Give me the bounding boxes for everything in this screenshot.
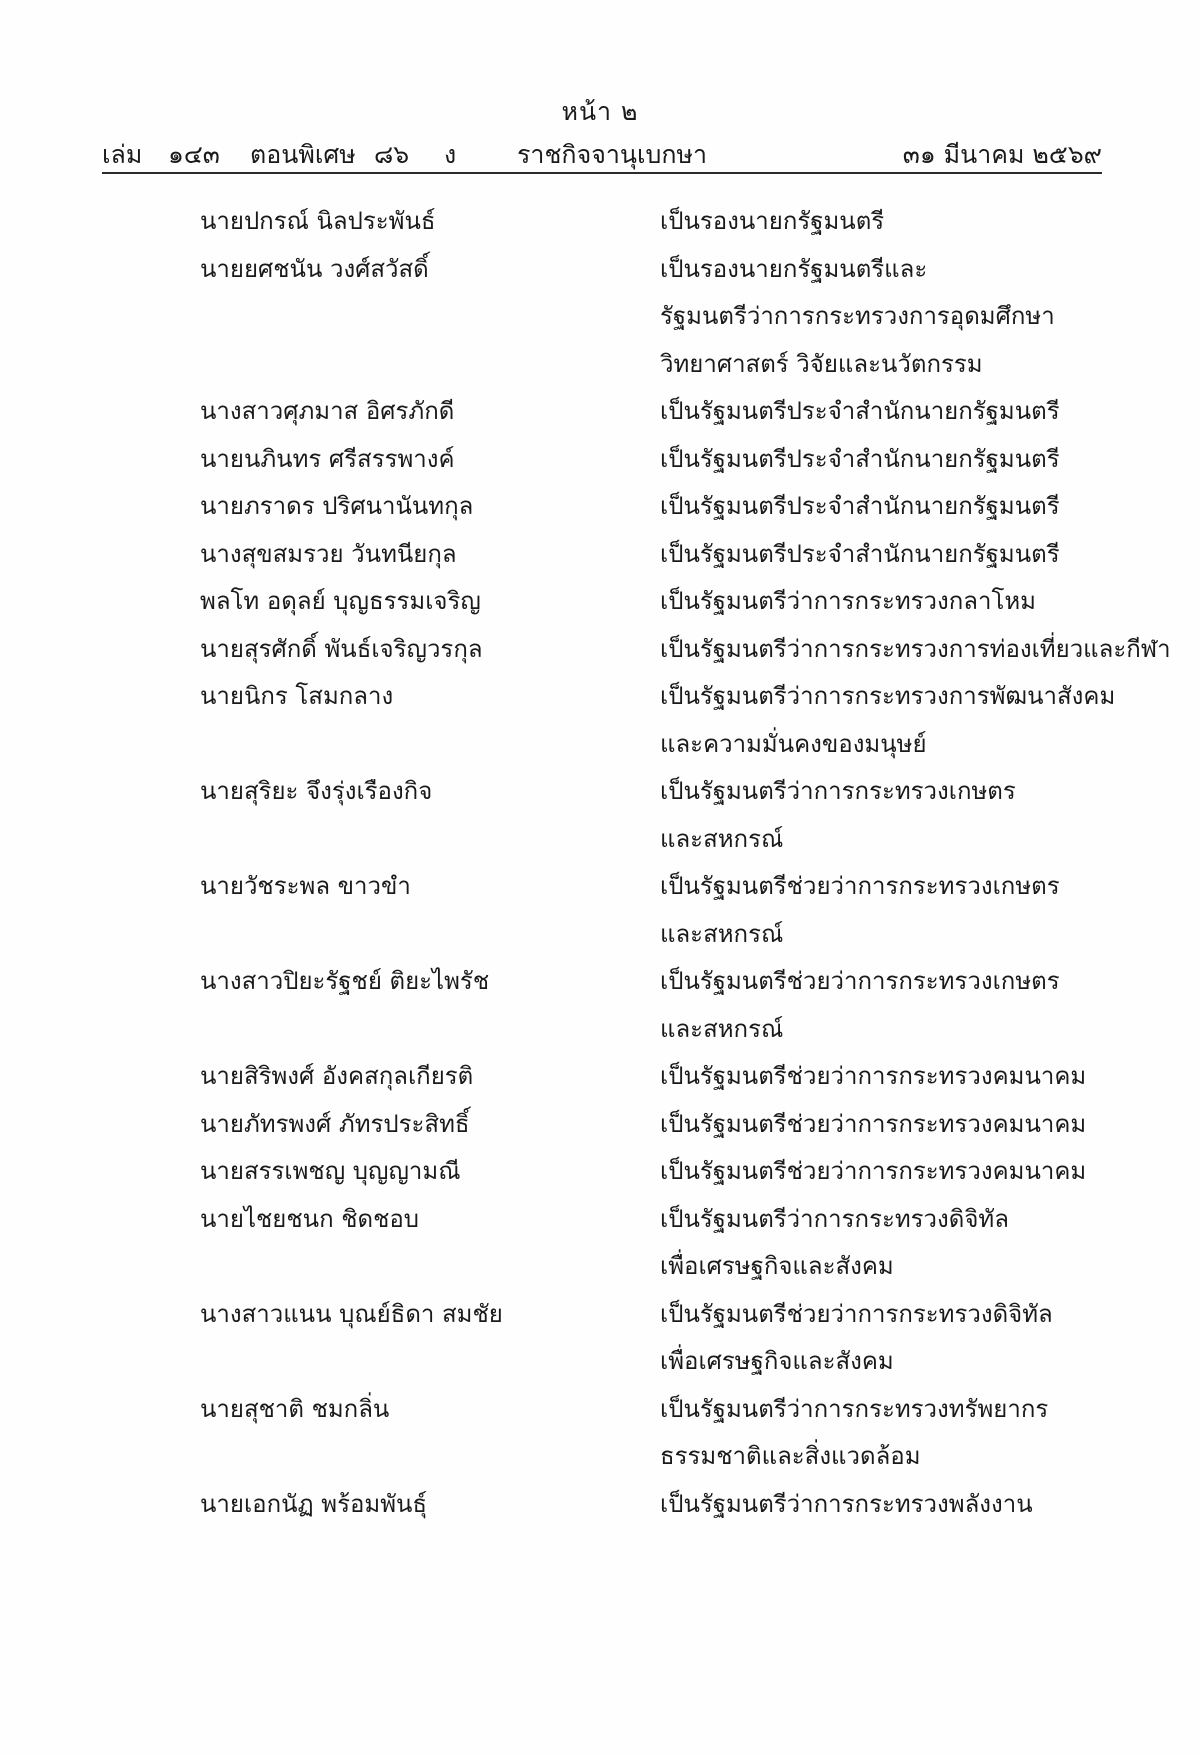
appointed-position	[660, 863, 1120, 958]
appointee-name: นางสาวศุภมาส อิศรภักดี	[200, 397, 455, 425]
appointment-row	[0, 1101, 1200, 1149]
position-line: เป็นรัฐมนตรีประจำสำนักนายกรัฐมนตรี	[660, 492, 1060, 520]
appointment-row	[0, 198, 1200, 246]
appointment-row	[0, 673, 1200, 768]
position-line: เป็นรัฐมนตรีว่าการกระทรวงการพัฒนาสังคม	[660, 682, 1116, 710]
appointment-row	[0, 1196, 1200, 1291]
position-line: เพื่อเศรษฐกิจและสังคม	[660, 1252, 894, 1280]
position-line: เป็นรัฐมนตรีประจำสำนักนายกรัฐมนตรี	[660, 539, 1060, 568]
position-line: เป็นรัฐมนตรีประจำสำนักนายกรัฐมนตรี	[660, 444, 1060, 473]
appointment-row	[0, 1386, 1200, 1481]
position-line: เป็นรัฐมนตรีช่วยว่าการกระทรวงเกษตร	[660, 872, 1060, 900]
position-line: และสหกรณ์	[660, 919, 784, 948]
position-line: เป็นรัฐมนตรีช่วยว่าการกระทรวงคมนาคม	[660, 1062, 1087, 1090]
appointed-position	[660, 1291, 1120, 1386]
appointed-position	[660, 1101, 1120, 1149]
position-line: และสหกรณ์	[660, 1014, 784, 1043]
appointed-position	[660, 1386, 1120, 1481]
position-line: เพื่อเศรษฐกิจและสังคม	[660, 1347, 894, 1375]
appointed-position	[660, 958, 1120, 1053]
appointment-row	[0, 388, 1200, 436]
position-line: เป็นรัฐมนตรีช่วยว่าการกระทรวงดิจิทัล	[660, 1299, 1053, 1328]
appointment-row	[0, 436, 1200, 484]
position-line: และความมั่นคงของมนุษย์	[660, 729, 927, 758]
appointee-name: นายปกรณ์ นิลประพันธ์	[200, 207, 436, 235]
appointee-name: พลโท อดุลย์ บุญธรรมเจริญ	[200, 587, 481, 615]
appointed-position	[660, 436, 1120, 484]
appointment-row	[0, 958, 1200, 1053]
appointed-position	[660, 531, 1120, 579]
position-line: เป็นรัฐมนตรีว่าการกระทรวงทรัพยากร	[660, 1394, 1049, 1423]
position-line: รัฐมนตรีว่าการกระทรวงการอุดมศึกษา	[660, 302, 1055, 330]
appointment-row	[0, 1291, 1200, 1386]
appointee-name: นายนิกร โสมกลาง	[200, 682, 394, 710]
appointment-row	[0, 863, 1200, 958]
issue-label: ตอนพิเศษ	[250, 140, 356, 169]
appointee-name: นางสาวแนน บุณย์ธิดา สมชัย	[200, 1299, 503, 1328]
position-line: เป็นรองนายกรัฐมนตรี	[660, 207, 885, 235]
appointed-position	[660, 1053, 1120, 1101]
appointment-row	[0, 483, 1200, 531]
appointed-position	[660, 388, 1120, 436]
appointee-name: นายสิริพงศ์ อังคสกุลเกียรติ	[200, 1062, 474, 1090]
appointment-row	[0, 626, 1200, 674]
issue-number: ๘๖	[374, 140, 410, 169]
position-line: เป็นรัฐมนตรีว่าการกระทรวงการท่องเที่ยวและกีฬา	[660, 634, 1171, 663]
appointed-position	[660, 626, 1171, 674]
appointed-position	[660, 1196, 1120, 1291]
gazette-name: ราชกิจจานุเบกษา	[517, 140, 708, 169]
issue-section: ง	[444, 140, 457, 169]
volume-number: ๑๔๓	[168, 140, 220, 169]
appointment-row	[0, 246, 1200, 389]
position-line: เป็นรัฐมนตรีว่าการกระทรวงกลาโหม	[660, 587, 1036, 615]
appointed-position	[660, 198, 1120, 246]
appointee-name: นายภราดร ปริศนานันทกุล	[200, 492, 474, 520]
appointee-name: นายวัชระพล ขาวขำ	[200, 872, 411, 900]
appointed-position	[660, 768, 1120, 863]
appointed-position	[660, 246, 1120, 389]
appointee-name: นายสรรเพชญ บุญญามณี	[200, 1157, 461, 1185]
appointee-name: นางสุขสมรวย วันทนียกุล	[200, 539, 457, 568]
position-line: เป็นรัฐมนตรีช่วยว่าการกระทรวงคมนาคม	[660, 1109, 1087, 1138]
position-line: เป็นรัฐมนตรีช่วยว่าการกระทรวงคมนาคม	[660, 1157, 1087, 1185]
position-line: เป็นรัฐมนตรีช่วยว่าการกระทรวงเกษตร	[660, 967, 1060, 995]
position-line: เป็นรัฐมนตรีว่าการกระทรวงดิจิทัล	[660, 1204, 1009, 1233]
header-divider	[102, 172, 1102, 174]
position-line: เป็นรัฐมนตรีประจำสำนักนายกรัฐมนตรี	[660, 397, 1060, 425]
appointee-name: นายสุชาติ ชมกลิ่น	[200, 1394, 390, 1423]
appointment-row	[0, 1481, 1200, 1529]
page-number: หน้า ๒	[561, 97, 639, 126]
position-line: เป็นรัฐมนตรีว่าการกระทรวงเกษตร	[660, 777, 1016, 805]
appointed-position	[660, 483, 1120, 531]
position-line: เป็นรัฐมนตรีว่าการกระทรวงพลังงาน	[660, 1489, 1033, 1518]
position-line: และสหกรณ์	[660, 824, 784, 853]
position-line: ธรรมชาติและสิ่งแวดล้อม	[660, 1442, 921, 1470]
position-line: เป็นรองนายกรัฐมนตรีและ	[660, 254, 928, 283]
appointee-name: นายนภินทร ศรีสรรพางค์	[200, 444, 455, 473]
appointment-row	[0, 768, 1200, 863]
appointment-row	[0, 1053, 1200, 1101]
appointee-name: นายสุรศักดิ์ พันธ์เจริญวรกุล	[200, 634, 483, 663]
appointment-list	[0, 198, 1200, 1528]
position-line: วิทยาศาสตร์ วิจัยและนวัตกรรม	[660, 349, 983, 378]
appointed-position	[660, 578, 1120, 626]
appointment-row	[0, 578, 1200, 626]
appointed-position	[660, 1148, 1120, 1196]
appointee-name: นายไชยชนก ชิดชอบ	[200, 1204, 420, 1233]
appointment-row	[0, 1148, 1200, 1196]
appointee-name: นายภัทรพงศ์ ภัทรประสิทธิ์	[200, 1109, 470, 1138]
gazette-header	[102, 135, 1102, 169]
appointed-position	[660, 1481, 1120, 1529]
appointee-name: นางสาวปิยะรัฐชย์ ติยะไพรัช	[200, 967, 490, 995]
appointed-position	[660, 673, 1120, 768]
appointee-name: นายสุริยะ จึงรุ่งเรืองกิจ	[200, 777, 433, 805]
appointment-row	[0, 531, 1200, 579]
volume-label: เล่ม	[102, 140, 143, 169]
appointee-name: นายเอกนัฏ พร้อมพันธุ์	[200, 1489, 428, 1518]
appointee-name: นายยศชนัน วงศ์สวัสดิ์	[200, 254, 429, 283]
publication-date: ๓๑ มีนาคม ๒๕๖๙	[902, 140, 1102, 169]
